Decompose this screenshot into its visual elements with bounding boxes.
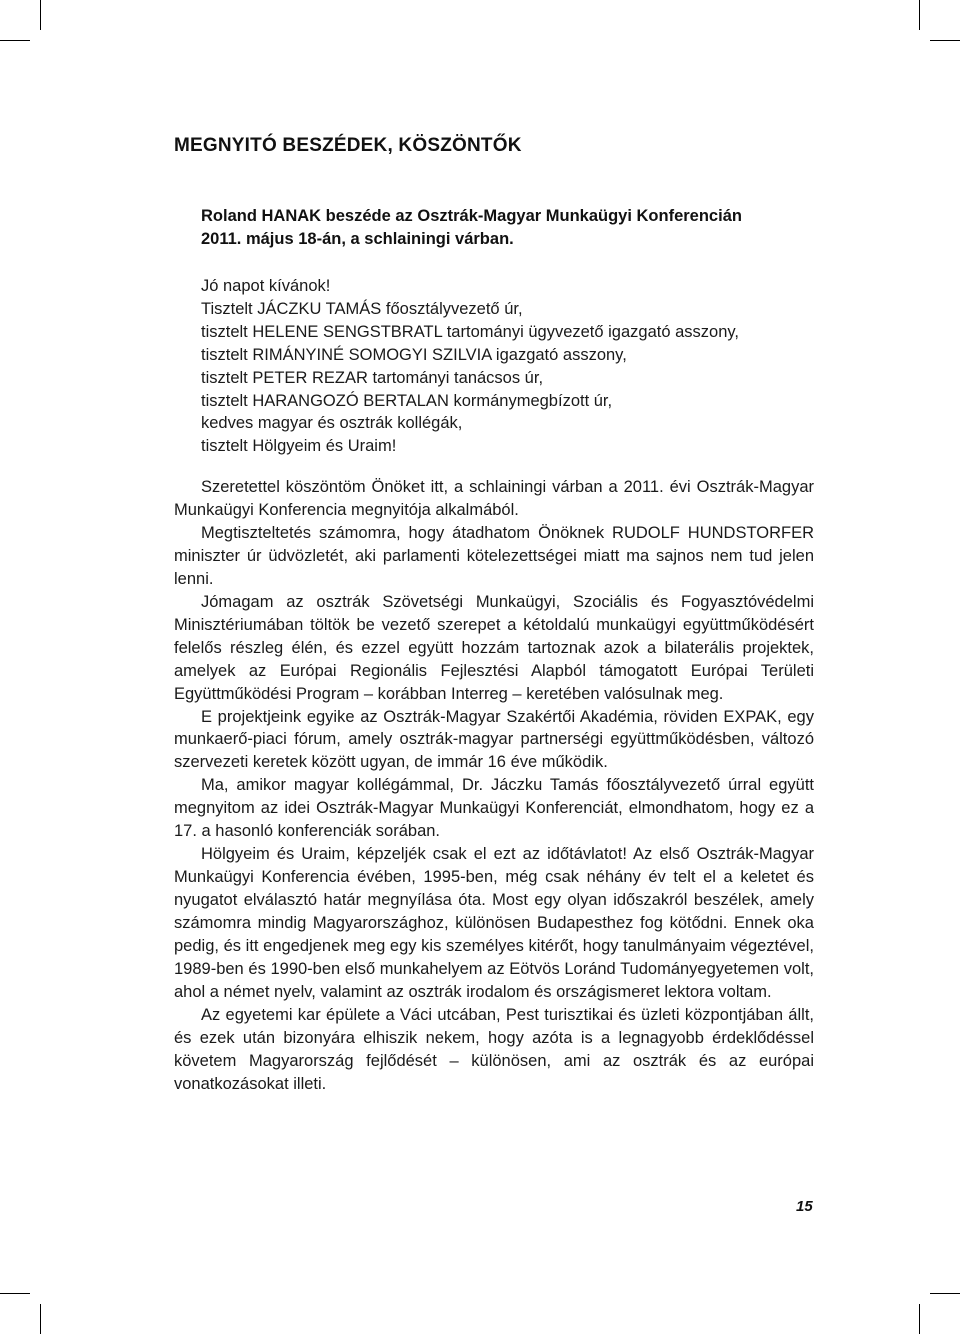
- greeting-line: tisztelt RIMÁNYINÉ SOMOGYI SZILVIA igazgató asszony,: [201, 345, 627, 364]
- page-number: 15: [796, 1198, 813, 1215]
- body-paragraph: Jómagam az osztrák Szövetségi Munkaügyi, Szociális és Fogyasztóvédelmi Minisztériumában töltök be vezető szerepet a kétoldalú munkaügyi együttműködésért felelős részleg élén, és ezzel együtt hozzám tartoznak azok a bilaterális projektek, amelyek az Európai Regionális Fejlesztési Alapból támogatott Európai Területi Együttműködési Program – korábban Interreg – keretében valósulnak meg.: [174, 592, 814, 703]
- body-paragraph: E projektjeink egyike az Osztrák-Magyar Szakértői Akadémia, röviden EXPAK, egy munkaerő-piaci fórum, amely osztrák-magyar partnerségi együttműködésben, változó szervezeti keretek között ugyan, de immár 16 éve működik.: [174, 707, 814, 772]
- body-paragraph: Megtiszteltetés számomra, hogy átadhatom Önöknek RUDOLF HUNDSTORFER miniszter úr üdvözletét, aki parlamenti kötelezettségei miatt ma sajnos nem tud jelen lenni.: [174, 523, 814, 588]
- body-paragraph: Ma, amikor magyar kollégámmal, Dr. Jáczku Tamás főosztályvezető úrral együtt megnyitom az idei Osztrák-Magyar Munkaügyi Konferenciát, elmondhatom, hogy ez a 17. a hasonló konferenciák sorában.: [174, 776, 814, 841]
- body-paragraph: Az egyetemi kar épülete a Váci utcában, Pest turisztikai és üzleti központjában állt, és ezek után bizonyára elhiszik nekem, hogy azóta is a legnagyobb érdeklődéssel követem Magyarország fejlődését – különösen, ami az osztrák és az európai vonatkozásokat illeti.: [174, 1005, 814, 1093]
- greeting-line: tisztelt HARANGOZÓ BERTALAN kormánymegbízott úr,: [201, 391, 613, 410]
- greeting-line: Tisztelt JÁCZKU TAMÁS főosztályvezető úr,: [201, 299, 523, 318]
- speech-body: [174, 476, 814, 1096]
- speech-title: [201, 205, 841, 251]
- greeting-line: Jó napot kívánok!: [201, 277, 331, 295]
- greeting-line: kedves magyar és osztrák kollégák,: [201, 414, 463, 433]
- crop-mark-left-bottom: [0, 1293, 30, 1294]
- speech-title-line-1: Roland HANAK beszéde az Osztrák-Magyar Munkaügyi Konferencián: [201, 207, 742, 225]
- body-paragraph: Szeretettel köszöntöm Önöket itt, a schlainingi várban a 2011. évi Osztrák-Magyar Munkaügyi Konferencia megnyitója alkalmából.: [174, 478, 814, 519]
- crop-mark-left-top: [0, 40, 30, 41]
- greeting-block: [201, 275, 841, 458]
- speech-title-line-2: 2011. május 18-án, a schlainingi várban.: [201, 230, 514, 248]
- crop-mark-right-top: [930, 40, 960, 41]
- section-heading: MEGNYITÓ BESZÉDEK, KÖSZÖNTŐK: [174, 135, 522, 156]
- body-paragraph: Hölgyeim és Uraim, képzeljék csak el ezt az időtávlatot! Az első Osztrák-Magyar Munkaügyi Konferencia évében, 1995-ben, még csak néhány év telt el a keletet és nyugatot elválasztó határ megnyílása óta. Most egy olyan időszakról beszélek, amely számomra mindig Magyarországhoz, különösen Budapesthez fog kötődni. Ennek oka pedig, és itt engedjenek meg egy kis személyes kitérőt, hogy tanulmányaim végeztével, 1989-ben és 1990-ben első munkahelyem az Eötvös Loránd Tudományegyetemen volt, ahol a német nyelv, valamint az osztrák irodalom és országismeret lektora voltam.: [174, 845, 814, 1001]
- crop-mark-top-right: [919, 0, 920, 30]
- greeting-line: tisztelt Hölgyeim és Uraim!: [201, 437, 397, 456]
- greeting-line: tisztelt HELENE SENGSTBRATL tartományi ügyvezető igazgató asszony,: [201, 322, 739, 341]
- crop-mark-bottom-left: [40, 1304, 41, 1334]
- crop-mark-top-left: [40, 0, 41, 30]
- greeting-line: tisztelt PETER REZAR tartományi tanácsos úr,: [201, 368, 544, 387]
- crop-mark-right-bottom: [930, 1293, 960, 1294]
- crop-mark-bottom-right: [919, 1304, 920, 1334]
